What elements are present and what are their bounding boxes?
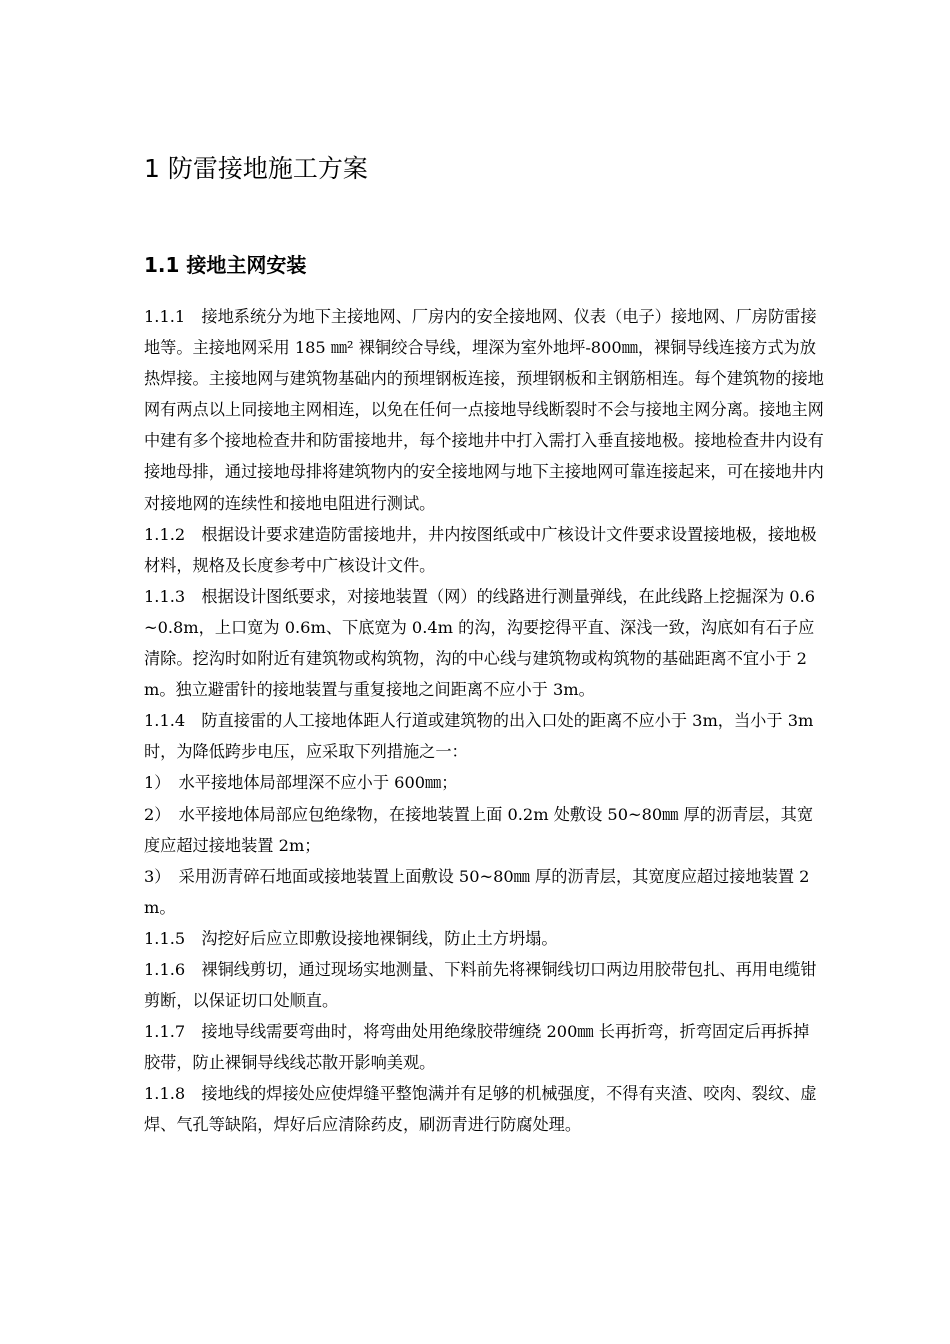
paragraph-number: 1.1.2 xyxy=(144,524,202,544)
list-item-2 xyxy=(144,799,824,861)
document-body xyxy=(144,301,824,1141)
document-title: 1 防雷接地施工方案 xyxy=(144,154,368,183)
paragraph-text: 接地导线需要弯曲时，将弯曲处用绝缘胶带缠绕 200㎜ 长再折弯，折弯固定后再拆掉胶带，防止裸铜导线线芯散开影响美观。 xyxy=(144,1022,810,1073)
paragraph-1-1-2 xyxy=(144,519,824,581)
paragraph-number: 1.1.8 xyxy=(144,1084,202,1104)
list-item-text: 水平接地体局部应包绝缘物，在接地装置上面 0.2m 处敷设 50~80㎜ 厚的沥青层，其宽度应超过接地装置 2m； xyxy=(144,804,814,855)
paragraph-text: 接地线的焊接处应使焊缝平整饱满并有足够的机械强度，不得有夹渣、咬肉、裂纹、虚焊、气孔等缺陷，焊好后应清除药皮，刷沥青进行防腐处理。 xyxy=(144,1084,817,1135)
list-item-3 xyxy=(144,861,824,923)
paragraph-number: 1.1.4 xyxy=(144,711,202,731)
paragraph-number: 1.1.6 xyxy=(144,959,202,979)
paragraph-text: 防直接雷的人工接地体距人行道或建筑物的出入口处的距离不应小于 3m，当小于 3m 时，为降低跨步电压，应采取下列措施之一： xyxy=(144,711,814,762)
list-item-text: 采用沥青碎石地面或接地装置上面敷设 50~80㎜ 厚的沥青层，其宽度应超过接地装置 2m。 xyxy=(144,866,810,917)
paragraph-text: 根据设计要求建造防雷接地井，井内按图纸或中广核设计文件要求设置接地极，接地极材料，规格及长度参考中广核设计文件。 xyxy=(144,524,817,575)
paragraph-number: 1.1.3 xyxy=(144,586,202,606)
paragraph-text: 接地系统分为地下主接地网、厂房内的安全接地网、仪表（电子）接地网、厂房防雷接地等。主接地网采用 185 ㎜² 裸铜绞合导线，埋深为室外地坪-800㎜，裸铜导线连接方式为放热焊接。主接地网与建筑物基础内的预埋钢板连接，预埋钢板和主钢筋相连。每个建筑物的接地网有两点以上同接地主网相连，以免在任何一点接地导线断裂时不会与接地主网分离。接地主网中建有多个接地检查井和防雷接地井，每个接地井中打入需打入垂直接地极。接地检查井内设有接地母排，通过接地母排将建筑物内的安全接地网与地下主接地网可靠连接起来，可在接地井内对接地网的连续性和接地电阻进行测试。 xyxy=(144,307,824,513)
paragraph-1-1-5 xyxy=(144,923,824,954)
paragraph-number: 1.1.1 xyxy=(144,307,202,326)
paragraph-1-1-7 xyxy=(144,1016,824,1078)
paragraph-1-1-1 xyxy=(144,301,824,519)
paragraph-1-1-3 xyxy=(144,581,824,705)
list-item-number: 1） xyxy=(144,773,179,793)
paragraph-text: 沟挖好后应立即敷设接地裸铜线，防止土方坍塌。 xyxy=(201,928,558,948)
list-item-number: 3） xyxy=(144,866,179,886)
paragraph-1-1-4 xyxy=(144,705,824,767)
list-item-text: 水平接地体局部埋深不应小于 600㎜； xyxy=(178,773,458,793)
paragraph-text: 裸铜线剪切，通过现场实地测量、下料前先将裸铜线切口两边用胶带包扎、再用电缆钳剪断，以保证切口处顺直。 xyxy=(144,959,817,1011)
paragraph-text: 根据设计图纸要求，对接地装置（网）的线路进行测量弹线，在此线路上挖掘深为 0.6~0.8m，上口宽为 0.6m、下底宽为 0.4m 的沟，沟要挖得平直、深浅一致，沟底如有石子应清除。挖沟时如附近有建筑物或构筑物，沟的中心线与建筑物或构筑物的基础距离不宜小于 2m。独立避雷针的接地装置与重复接地之间距离不应小于 3m。 xyxy=(144,586,816,700)
paragraph-1-1-8 xyxy=(144,1078,824,1140)
list-item-number: 2） xyxy=(144,804,179,824)
paragraph-number: 1.1.7 xyxy=(144,1022,202,1042)
paragraph-1-1-6 xyxy=(144,954,824,1016)
paragraph-number: 1.1.5 xyxy=(144,928,202,948)
section-heading: 1.1 接地主网安装 xyxy=(144,253,307,277)
list-item-1 xyxy=(144,767,824,798)
